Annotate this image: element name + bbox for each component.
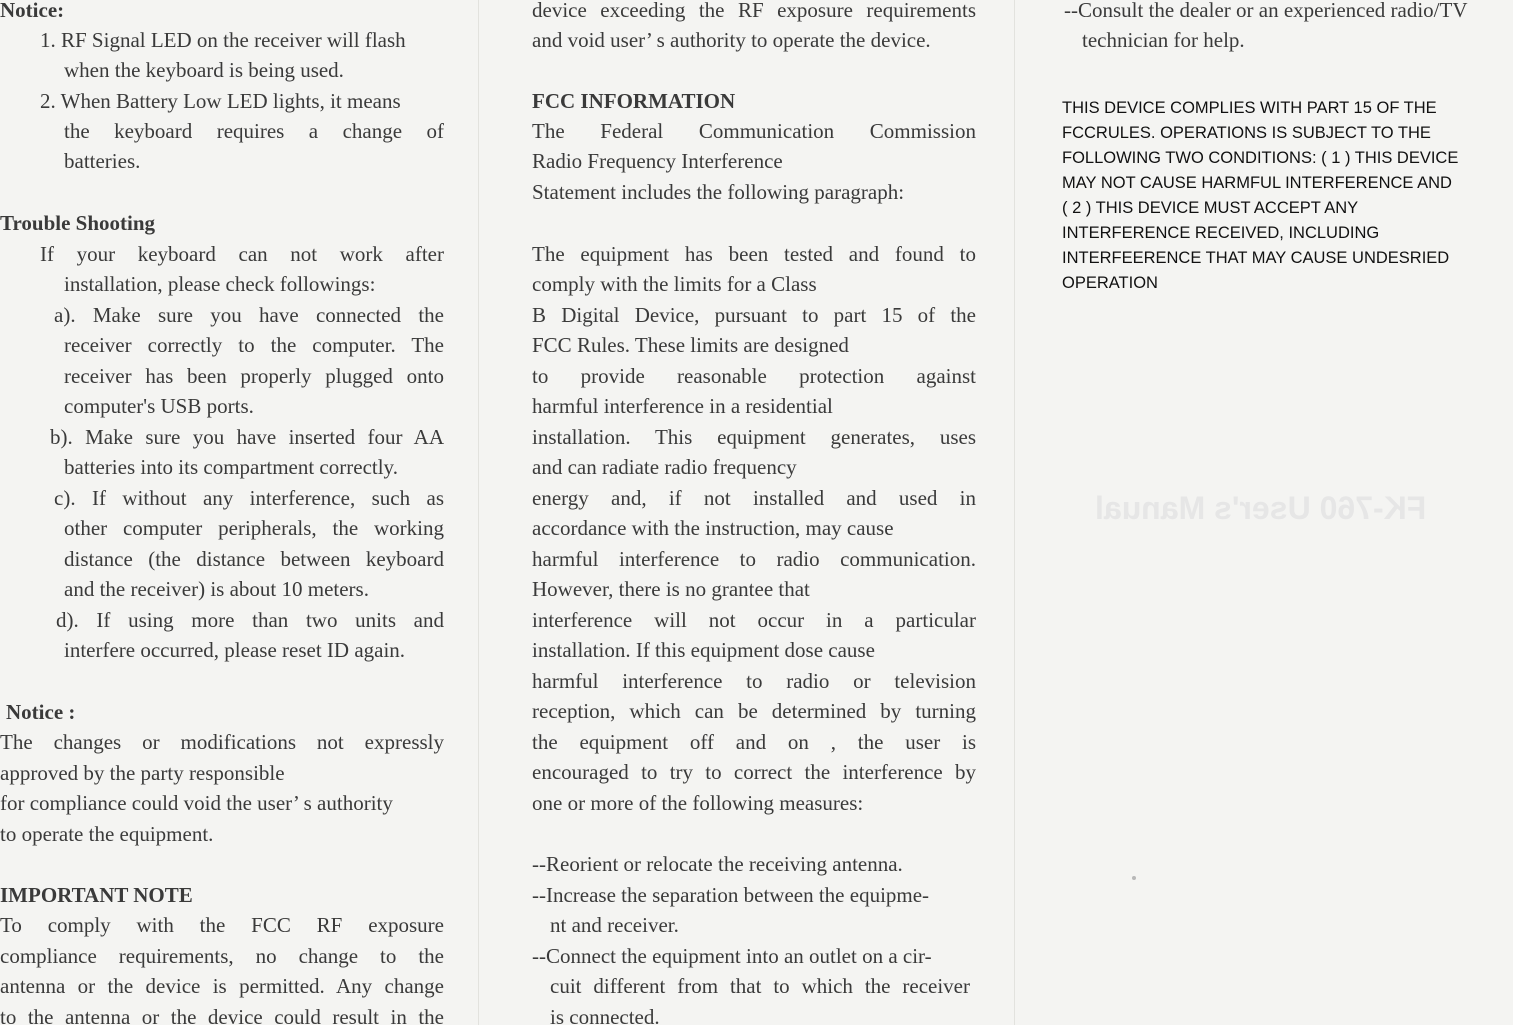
statement-line: FOLLOWING TWO CONDITIONS: ( 1 ) THIS DEVICE	[1062, 149, 1459, 167]
fcc-para-line1: The equipment has been tested and found to	[532, 242, 976, 266]
fcc-para-line7: installation. This equipment generates, uses	[532, 425, 976, 449]
show-through-manual-title: FK-760 User's Manual	[1095, 490, 1427, 526]
check-item-c-line3: distance (the distance between keyboard	[64, 547, 444, 571]
check-item-d-line2: interfere occurred, please reset ID again.	[64, 638, 406, 662]
fcc-para-line9: energy and, if not installed and used in	[532, 486, 976, 510]
check-item-a: a). Make sure you have connected the	[54, 303, 444, 327]
notice-2-line1: The changes or modifications not expressly	[0, 730, 444, 754]
statement-line: ( 2 ) THIS DEVICE MUST ACCEPT ANY	[1062, 199, 1359, 217]
measure-3-end: is connected.	[550, 1005, 660, 1025]
page-fold-left	[478, 0, 479, 1025]
statement-line: INTERFERENCE RECEIVED, INCLUDING	[1062, 224, 1380, 242]
left-column	[0, 0, 470, 1025]
notice-item-2: 2. When Battery Low LED lights, it means	[40, 89, 401, 113]
fcc-para-line3: B Digital Device, pursuant to part 15 of the	[532, 303, 976, 327]
fcc-para-line11: harmful interference to radio communication.	[532, 547, 976, 571]
fcc-para-line14: installation. If this equipment dose cause	[532, 638, 875, 662]
important-note-heading: IMPORTANT NOTE	[0, 883, 193, 907]
notice-2-line2: approved by the party responsible	[0, 761, 285, 785]
consult-measure-cont: technician for help.	[1082, 28, 1245, 52]
notice-item-2-end: batteries.	[64, 149, 141, 173]
fcc-para-line8: and can radiate radio frequency	[532, 455, 797, 479]
measure-3: --Connect the equipment into an outlet on a cir-	[532, 944, 932, 968]
fcc-para-line15: harmful interference to radio or television	[532, 669, 976, 693]
check-item-a-line2: receiver correctly to the computer. The	[64, 333, 444, 357]
measure-2-cont: nt and receiver.	[550, 913, 679, 937]
middle-column	[486, 0, 1006, 1025]
check-item-a-line3: receiver has been properly plugged onto	[64, 364, 444, 388]
check-item-b-line2: batteries into its compartment correctly.	[64, 455, 398, 479]
fcc-para-line12: However, there is no grantee that	[532, 577, 810, 601]
fcc-para-line10: accordance with the instruction, may cause	[532, 516, 894, 540]
trouble-intro: If your keyboard can not work after	[40, 242, 444, 266]
check-item-d: d). If using more than two units and	[56, 608, 444, 632]
statement-line: MAY NOT CAUSE HARMFUL INTERFERENCE AND	[1062, 174, 1452, 192]
notice-item-2-cont: the keyboard requires a change of	[64, 119, 444, 143]
fcc-para-line4: FCC Rules. These limits are designed	[532, 333, 849, 357]
statement-line: THIS DEVICE COMPLIES WITH PART 15 OF THE	[1062, 99, 1437, 117]
continued-line1: device exceeding the RF exposure requirements	[532, 0, 976, 22]
important-line2: compliance requirements, no change to the	[0, 944, 444, 968]
check-item-c: c). If without any interference, such as	[54, 486, 444, 510]
notice-2-line4: to operate the equipment.	[0, 822, 214, 846]
notice-2-line3: for compliance could void the user’ s authority	[0, 791, 393, 815]
check-item-a-line4: computer's USB ports.	[64, 394, 254, 418]
check-item-c-line4: and the receiver) is about 10 meters.	[64, 577, 369, 601]
fcc-para-line18: encouraged to try to correct the interference by	[532, 760, 976, 784]
important-line3: antenna or the device is permitted. Any change	[0, 974, 444, 998]
fcc-para-line6: harmful interference in a residential	[532, 394, 833, 418]
fcc-para-line5: to provide reasonable protection against	[532, 364, 976, 388]
statement-line: INTERFEERENCE THAT MAY CAUSE UNDESRIED	[1062, 249, 1450, 267]
trouble-shooting-heading: Trouble Shooting	[0, 211, 156, 235]
fcc-compliance-statement	[1062, 96, 1513, 296]
page-fold-right	[1014, 0, 1015, 1025]
important-line1: To comply with the FCC RF exposure	[0, 913, 444, 937]
notice-item-1-cont: when the keyboard is being used.	[64, 58, 344, 82]
fcc-para-line13: interference will not occur in a particular	[532, 608, 976, 632]
notice-item-1: 1. RF Signal LED on the receiver will flash	[40, 28, 406, 52]
check-item-c-line2: other computer peripherals, the working	[64, 516, 444, 540]
fcc-para-line17: the equipment off and on , the user is	[532, 730, 976, 754]
fcc-para-line19: one or more of the following measures:	[532, 791, 864, 815]
fcc-line2: Radio Frequency Interference	[532, 149, 783, 173]
check-item-b: b). Make sure you have inserted four AA	[50, 425, 444, 449]
fcc-line1: The Federal Communication Commission	[532, 119, 976, 143]
fcc-line3: Statement includes the following paragraph:	[532, 180, 905, 204]
right-column	[1022, 0, 1513, 1025]
trouble-intro-cont: installation, please check followings:	[64, 272, 376, 296]
fcc-para-line2: comply with the limits for a Class	[532, 272, 817, 296]
measure-1: --Reorient or relocate the receiving antenna.	[532, 852, 903, 876]
statement-line: FCCRULES. OPERATIONS IS SUBJECT TO THE	[1062, 124, 1431, 142]
measure-3-cont: cuit different from that to which the receiver	[550, 974, 970, 998]
important-line4: to the antenna or the device could result in the	[0, 1005, 444, 1025]
statement-line: OPERATION	[1062, 274, 1158, 292]
fcc-para-line16: reception, which can be determined by turning	[532, 699, 976, 723]
measure-2: --Increase the separation between the equipme-	[532, 883, 930, 907]
notice-heading: Notice:	[0, 0, 65, 22]
notice-2-heading: Notice :	[6, 700, 76, 724]
paper-speck	[1132, 876, 1136, 880]
consult-measure: --Consult the dealer or an experienced radio/TV	[1064, 0, 1468, 22]
fcc-information-heading: FCC INFORMATION	[532, 89, 736, 113]
continued-line2: and void user’ s authority to operate the device.	[532, 28, 931, 52]
